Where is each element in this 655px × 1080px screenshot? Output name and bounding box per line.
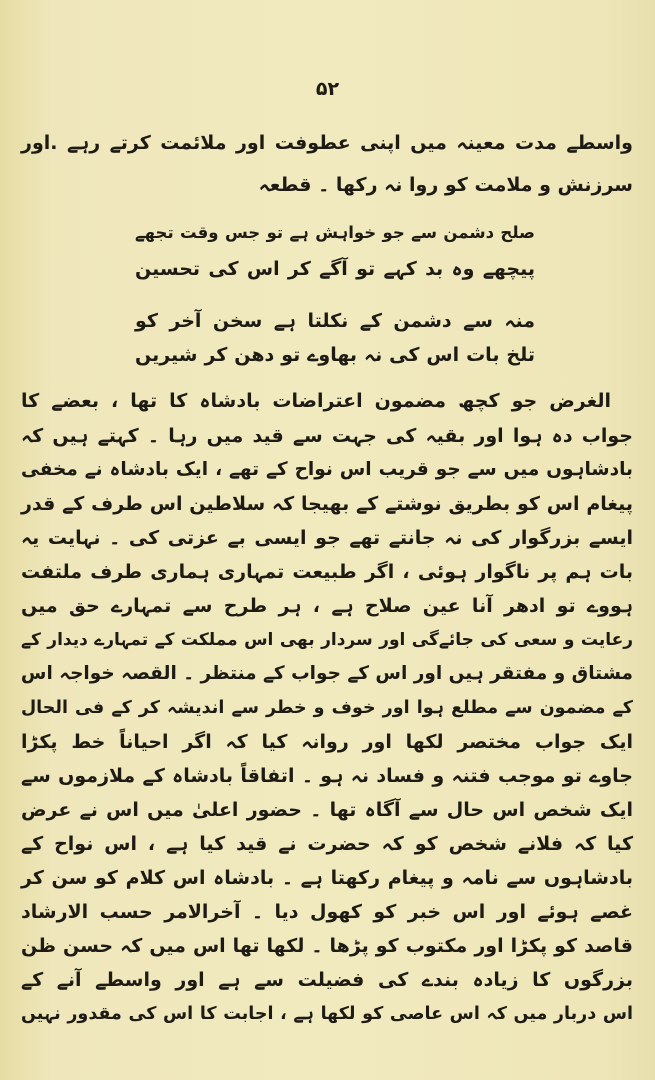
body-line-18: بزرگوں کا زیادہ بندے کی فضیلت سے ہے اور واسطے آنے کے — [21, 969, 633, 991]
verse-line-2: پیچھے وہ بد کہے تو آگے کر اس کی تحسین — [135, 258, 535, 280]
body-line-1: الغرض جو کچھ مضمون اعتراضات بادشاہ کا تھا ، بعضے کا — [21, 390, 611, 412]
body-line-11: ایک جواب مختصر لکھا اور روانہ کیا کہ اگر احیاناً خط پکڑا — [21, 731, 633, 753]
body-line-14: کیا کہ فلانے شخص کو کہ حضرت نے قید کیا ہے ، اس نواح کے — [21, 833, 633, 855]
body-line-4: پیغام اس کو بطریق نوشتے کے بھیجا کہ سلاطین اس طرف کے قدر — [21, 493, 633, 515]
body-line-16: غصے ہوئے اور اس خبر کو کھول دیا ۔ آخرالامر حسب الارشاد — [21, 901, 633, 923]
intro-line-2: سرزنش و ملامت کو روا نہ رکھا ۔ قطعہ — [258, 174, 633, 196]
verse-line-4: تلخ بات اس کی نہ بھاوے تو دھن کر شیریں — [135, 344, 535, 366]
body-line-19: اس دربار میں کہ اس عاصی کو لکھا ہے ، اجابت کا اس کی مقدور نہیں — [21, 1004, 633, 1024]
intro-line-1: واسطے مدت معینہ میں اپنی عطوفت اور ملائمت کرتے رہے .اور — [21, 132, 633, 154]
page-number: ۵۲ — [315, 78, 340, 100]
body-line-10: کے مضمون سے مطلع ہوا اور خوف و خطر سے اندیشہ کر کے فی الحال — [21, 698, 633, 718]
body-line-8: رعایت و سعی کی جائےگی اور سردار بھی اس مملکت کے تمہارے دیدار کے — [21, 630, 633, 650]
body-line-7: ہووے تو ادھر آنا عین صلاح ہے ، ہر طرح سے تمہارے حق میں — [21, 595, 633, 617]
body-line-2: جواب دہ ہوا اور بقیہ کی جہت سے قید میں رہا ۔ کہتے ہیں کہ — [21, 425, 633, 447]
verse-line-1: صلح دشمن سے جو خواہش ہے تو جس وقت تجھے — [135, 223, 535, 242]
body-line-6: بات ہم پر ناگوار ہوئی ، اگر طبیعت تمہاری ہماری طرف ملتفت — [21, 561, 633, 583]
body-line-17: قاصد کو پکڑا اور مکتوب کو پڑھا ۔ لکھا تھا اس میں کہ حسن ظن — [21, 935, 633, 957]
body-line-9: مشتاق و مفتقر ہیں اور اس کے جواب کے منتظر ۔ القصہ خواجہ اس — [20, 663, 633, 684]
body-line-12: جاوے تو موجب فتنہ و فساد نہ ہو ۔ اتفاقاً بادشاہ کے ملازموں سے — [21, 765, 633, 787]
body-line-15: بادشاہوں سے نامہ و پیغام رکھتا ہے ۔ بادشاہ اس کلام کو سن کر — [21, 867, 633, 889]
body-line-13: ایک شخص اس حال سے آگاہ تھا ۔ حضور اعلیٰ میں اس نے عرض — [21, 799, 633, 821]
verse-line-3: منہ سے دشمن کے نکلتا ہے سخن آخر کو — [135, 310, 535, 332]
body-line-5: ایسے بزرگوار کی نہ جانتے تھے جو ایسی بے عزتی کی ۔ نہایت یہ — [21, 527, 633, 549]
body-line-3: بادشاہوں میں سے جو قریب اس نواح کے تھے ، ایک بادشاہ نے مخفی — [21, 459, 633, 480]
